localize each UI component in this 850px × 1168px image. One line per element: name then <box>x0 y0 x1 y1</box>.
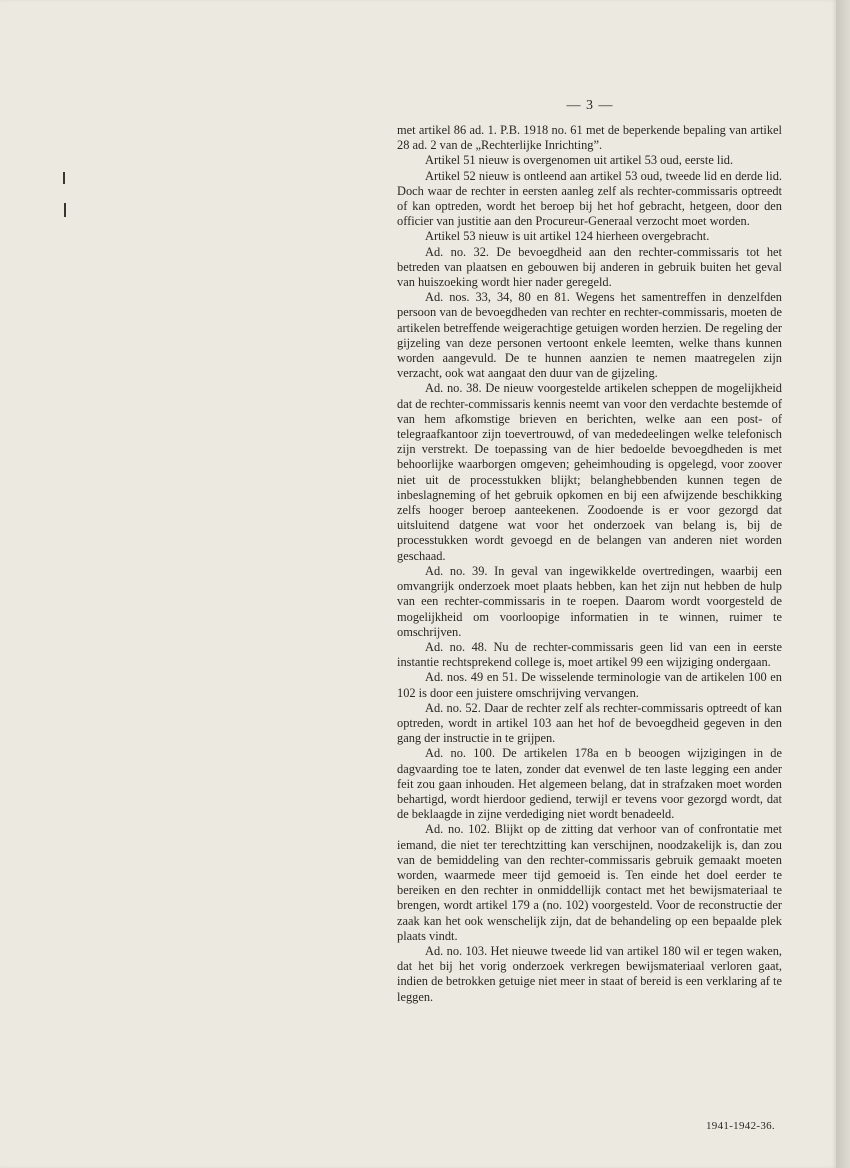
paragraph: Ad. nos. 33, 34, 80 en 81. Wegens het samentreffen in denzelfden persoon van de bevoegdheden van rechter en rechter-commissaris, moeten de artikelen betreffende weigerachtige getuigen worden herzien. De regeling der gijzeling van deze personen vertoont enkele leemten, welke thans kunnen worden aangevuld. De te hunnen aanzien te nemen maatregelen zijn verzacht, ook wat aangaat den duur van de gijzeling. <box>397 290 782 381</box>
paragraph: Ad. no. 52. Daar de rechter zelf als rechter-commissaris optreedt of kan optreden, wordt in artikel 103 aan het hof de bevoegdheid gegeven in den gang der instructie in te grijpen. <box>397 700 782 746</box>
paragraph: Ad. nos. 49 en 51. De wisselende terminologie van de artikelen 100 en 102 is door een juistere omschrijving vervangen. <box>397 670 782 700</box>
footer-document-code: 1941-1942-36. <box>706 1120 775 1132</box>
page-number: — 3 — <box>566 98 614 113</box>
paragraph: Ad. no. 103. Het nieuwe tweede lid van artikel 180 wil er tegen waken, dat het bij het vorig onderzoek verkregen bewijsmateriaal verloren gaat, indien de betrokken getuige niet meer in staat of bereid is een verklaring af te leggen. <box>397 943 782 1004</box>
page-edge <box>836 0 850 1168</box>
paragraph: Artikel 52 nieuw is ontleend aan artikel 53 oud, tweede lid en derde lid. Doch waar de rechter in eersten aanleg zelf als rechter-commissaris optreedt of kan optreden, wordt het beroep bij het hof gebracht, hetgeen, door den officier van justitie aan den Procureur-Generaal verzocht moet worden. <box>397 168 782 229</box>
paragraph: Ad. no. 100. De artikelen 178a en b beoogen wijzigingen in de dagvaarding toe te laten, zonder dat evenwel de ten laste legging een ander feit zou gaan inhouden. Het algemeen belang, dat in strafzaken moet worden behartigd, wordt hierdoor gediend, terwijl er tevens voor gezorgd wordt, dat de beklaagde in zijne verdediging niet wordt benadeeld. <box>397 746 782 822</box>
body-text <box>397 123 782 1005</box>
paragraph: Ad. no. 32. De bevoegdheid aan den rechter-commissaris tot het betreden van plaatsen en gebouwen bij anderen in gebruik buiten het geval van huiszoeking wordt hier nader geregeld. <box>397 244 782 290</box>
paragraph: Ad. no. 39. In geval van ingewikkelde overtredingen, waarbij een omvangrijk onderzoek moet plaats hebben, kan het zijn nut hebben de hulp van een rechter-commissaris in te roepen. Daarom wordt voorgesteld de mogelijkheid om voorloopige informatien in te winnen, ruimer te omschrijven. <box>397 563 782 639</box>
binding-hole-mark <box>63 172 65 184</box>
paragraph: Artikel 51 nieuw is overgenomen uit artikel 53 oud, eerste lid. <box>425 153 734 168</box>
paragraph: Ad. no. 102. Blijkt op de zitting dat verhoor van of confrontatie met iemand, die niet ter terechtzitting kan verschijnen, noodzakelijk is, dan zou van de bemiddeling van den rechter-commissaris gebruik gemaakt moeten worden, waarmede meer tijd gemoeid is. Ten einde het doel eerder te bereiken en den rechter in onmiddellijk contact met het bewijsmateriaal te brengen, wordt artikel 179 a (no. 102) voorgesteld. Voor de reconstructie der zaak kan het ook wenschelijk zijn, dat de behandeling op een bepaalde plek plaats vindt. <box>397 822 782 943</box>
paragraph: Ad. no. 48. Nu de rechter-commissaris geen lid van een in eerste instantie rechtsprekend college is, moet artikel 99 een wijziging ondergaan. <box>397 639 782 670</box>
paragraph: met artikel 86 ad. 1. P.B. 1918 no. 61 met de beperkende bepaling van artikel 28 ad. 2 van de „Rechterlijke Inrichting”. <box>397 123 782 153</box>
paragraph: Artikel 53 nieuw is uit artikel 124 hierheen overgebracht. <box>425 229 710 244</box>
paragraph: Ad. no. 38. De nieuw voorgestelde artikelen scheppen de mogelijkheid dat de rechter-commissaris kennis neemt van voor den verdachte bestemde of van hem afkomstige brieven en berichten, welke aan een post- of telegraafkantoor zijn toevertrouwd, of van mededeelingen welke telefonisch zijn verstrekt. De toepassing van de hier bedoelde bevoegdheden is met behoorlijke waarborgen omgeven; geheimhouding is opgelegd, voor zoover niet uit de processtukken blijkt; belanghebbenden kunnen tegen de inbeslagneming of het gebruik opkomen en bij een afwijzende beschikking zelfs hooger beroep aanteekenen. Zoodoende is er voor gezorgd dat uitsluitend datgene wat voor het onderzoek van belang is, bij de processtukken wordt gevoegd en de belangen van anderen niet worden geschaad. <box>397 381 782 563</box>
binding-hole-mark <box>64 203 66 217</box>
